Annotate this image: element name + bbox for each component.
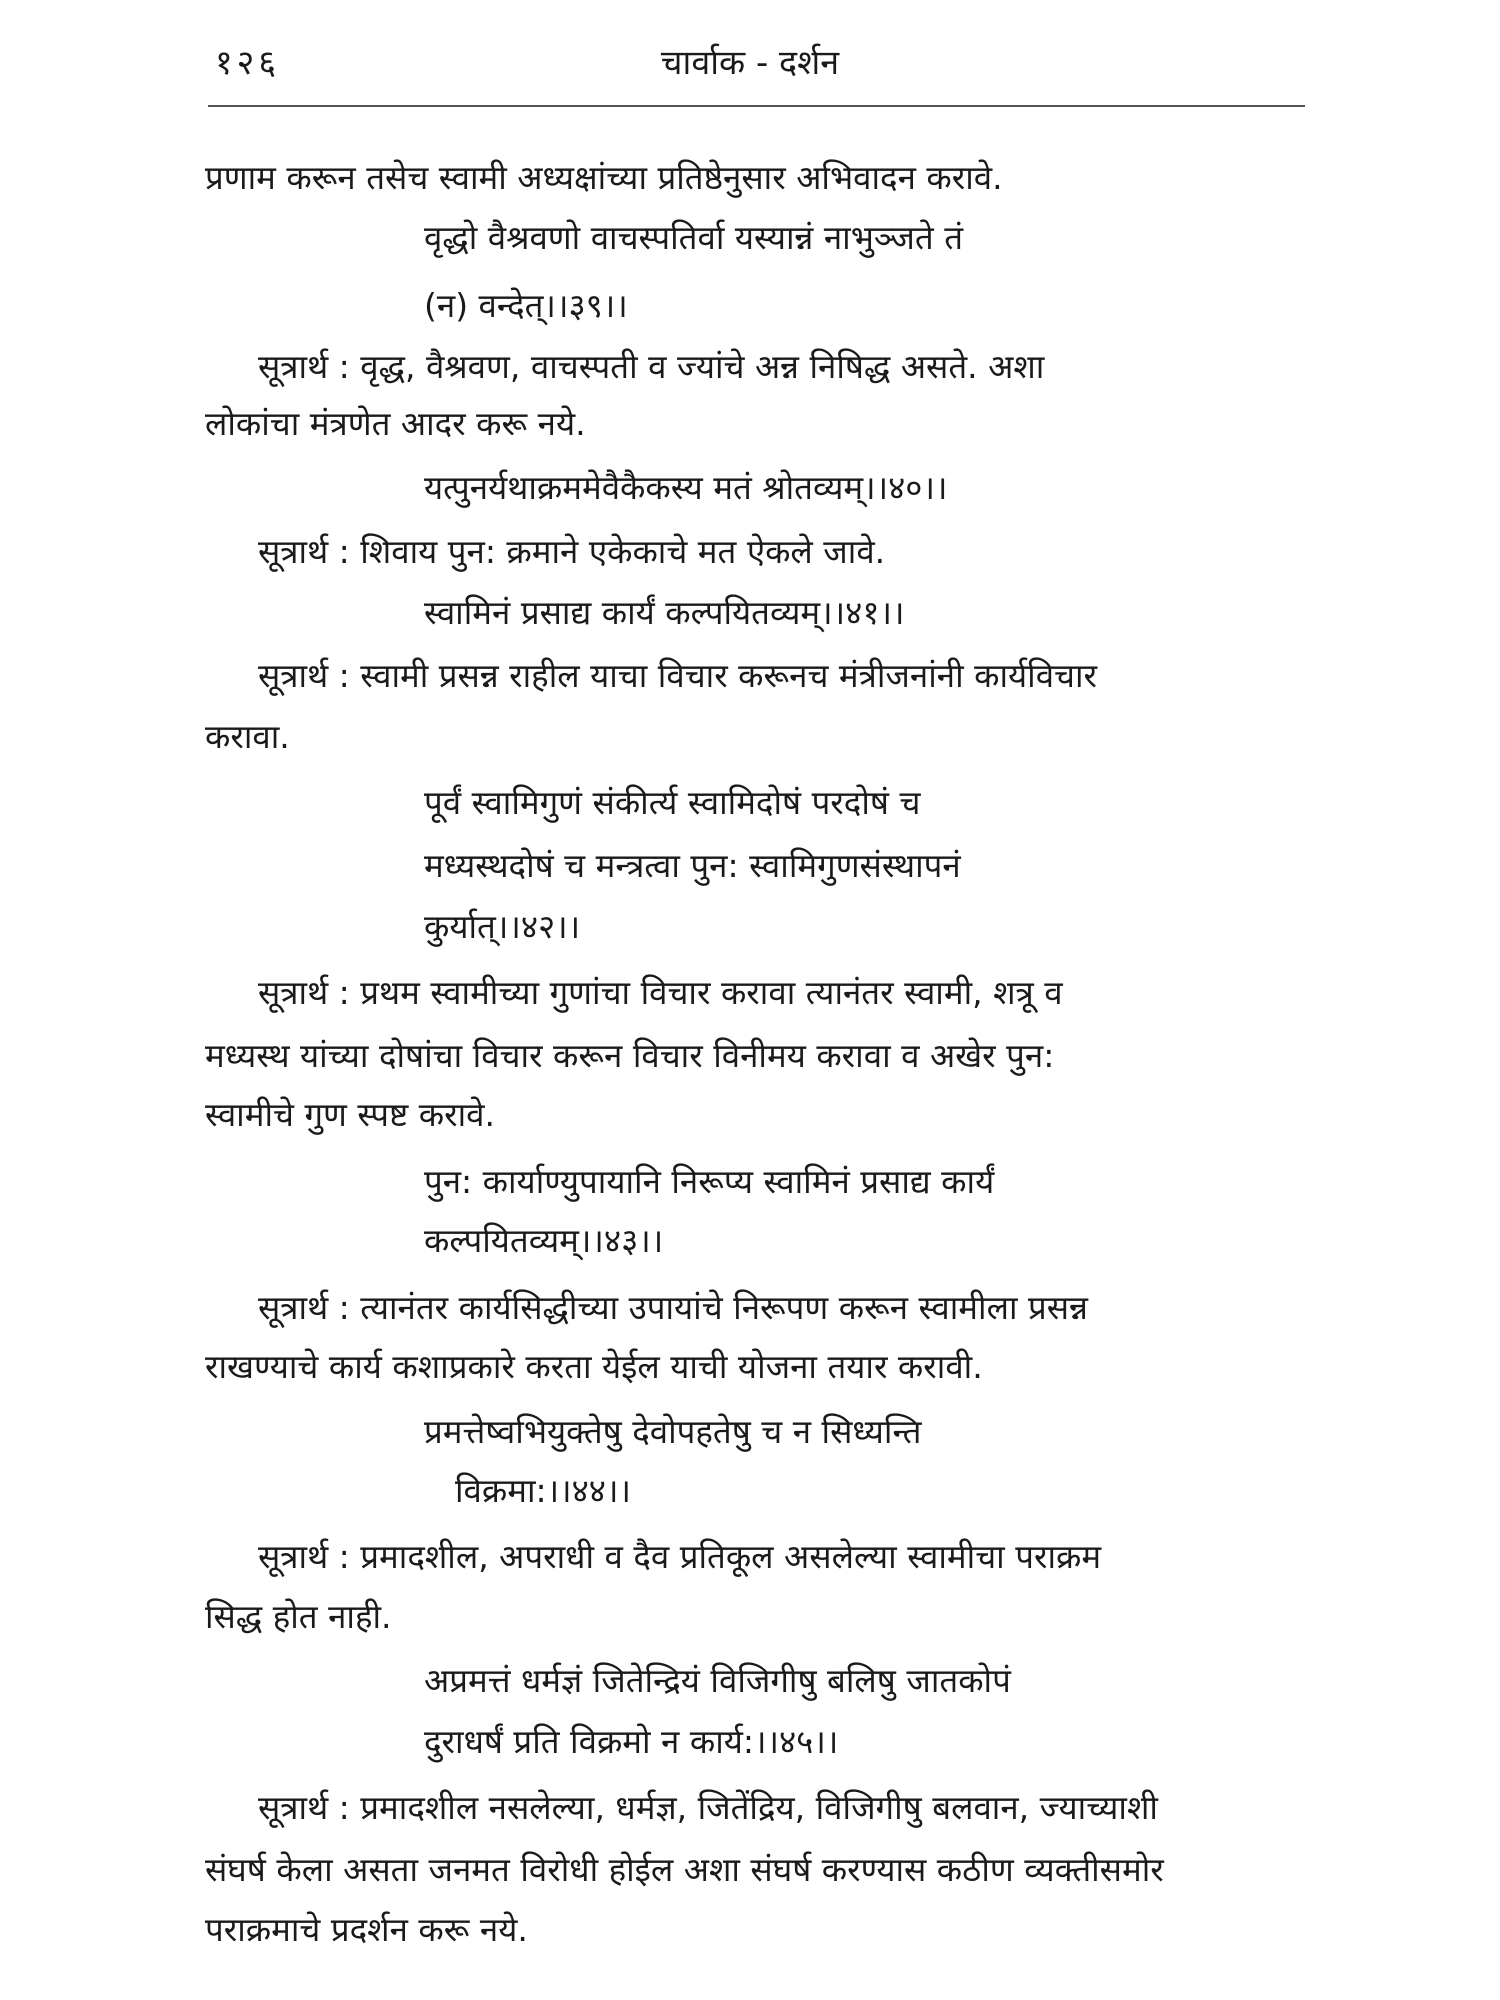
prose-line: लोकांचा मंत्रणेत आदर करू नये.: [205, 404, 586, 443]
sutrartha-line: सूत्रार्थ : प्रमादशील, अपराधी व दैव प्रतिकूल असलेल्या स्वामीचा पराक्रम: [258, 1537, 1102, 1576]
sutrartha-line: सूत्रार्थ : त्यानंतर कार्यसिद्धीच्या उपायांचे निरूपण करून स्वामीला प्रसन्न: [258, 1288, 1088, 1327]
sutrartha-line: सूत्रार्थ : वृद्ध, वैश्रवण, वाचस्पती व ज्यांचे अन्न निषिद्ध असते. अशा: [258, 347, 1045, 386]
sutra-line: विक्रमा:।।४४।।: [455, 1471, 631, 1510]
prose-line: पराक्रमाचे प्रदर्शन करू नये.: [205, 1910, 528, 1949]
sutra-line: यत्पुनर्यथाक्रममेवैकैकस्य मतं श्रोतव्यम्।।४०।।: [424, 468, 948, 507]
page-number: १२६: [215, 43, 281, 83]
prose-line: राखण्याचे कार्य कशाप्रकारे करता येईल याची योजना तयार करावी.: [205, 1347, 983, 1386]
sutra-line: (न) वन्देत्।।३९।।: [424, 286, 628, 325]
sutra-line: दुराधर्षं प्रति विक्रमो न कार्य:।।४५।।: [424, 1722, 839, 1761]
sutrartha-line: सूत्रार्थ : प्रथम स्वामीच्या गुणांचा विचार करावा त्यानंतर स्वामी, शत्रू व: [258, 973, 1063, 1012]
sutra-line: मध्यस्थदोषं च मन्त्रत्वा पुन: स्वामिगुणसंस्थापनं: [424, 846, 961, 885]
sutrartha-line: सूत्रार्थ : स्वामी प्रसन्न राहील याचा विचार करूनच मंत्रीजनांनी कार्यविचार: [258, 656, 1098, 695]
sutra-line: पुन: कार्याण्युपायानि निरूप्य स्वामिनं प्रसाद्य कार्यं: [424, 1162, 995, 1201]
sutra-line: वृद्धो वैश्रवणो वाचस्पतिर्वा यस्यान्नं नाभुञ्जते तं: [424, 218, 964, 257]
sutra-line: प्रमत्तेष्वभियुक्तेषु देवोपहतेषु च न सिध्यन्ति: [424, 1412, 922, 1451]
header-rule: [208, 105, 1305, 107]
sutra-line: स्वामिनं प्रसाद्य कार्यं कल्पयितव्यम्।।४१।।: [424, 593, 905, 632]
prose-line: प्रणाम करून तसेच स्वामी अध्यक्षांच्या प्रतिष्ठेनुसार अभिवादन करावे.: [205, 158, 1003, 197]
sutrartha-line: सूत्रार्थ : प्रमादशील नसलेल्या, धर्मज्ञ, जितेंद्रिय, विजिगीषु बलवान, ज्याच्याशी: [258, 1788, 1158, 1827]
prose-line: करावा.: [205, 717, 290, 756]
sutra-line: पूर्वं स्वामिगुणं संकीर्त्य स्वामिदोषं परदोषं च: [424, 783, 921, 822]
page-header: [0, 0, 1500, 110]
prose-line: मध्यस्थ यांच्या दोषांचा विचार करून विचार विनीमय करावा व अखेर पुन:: [205, 1036, 1055, 1075]
prose-line: सिद्ध होत नाही.: [205, 1597, 392, 1636]
prose-line: संघर्ष केला असता जनमत विरोधी होईल अशा संघर्ष करण्यास कठीण व्यक्तीसमोर: [205, 1850, 1164, 1889]
sutra-line: कल्पयितव्यम्।।४३।।: [424, 1221, 664, 1260]
sutrartha-line: सूत्रार्थ : शिवाय पुन: क्रमाने एकेकाचे मत ऐकले जावे.: [258, 532, 886, 571]
prose-line: स्वामीचे गुण स्पष्ट करावे.: [205, 1095, 495, 1134]
sutra-line: अप्रमत्तं धर्मज्ञं जितेन्द्रियं विजिगीषु बलिषु जातकोपं: [424, 1661, 1011, 1700]
running-title: चार्वाक - दर्शन: [660, 43, 840, 83]
sutra-line: कुर्यात्।।४२।।: [424, 907, 581, 946]
